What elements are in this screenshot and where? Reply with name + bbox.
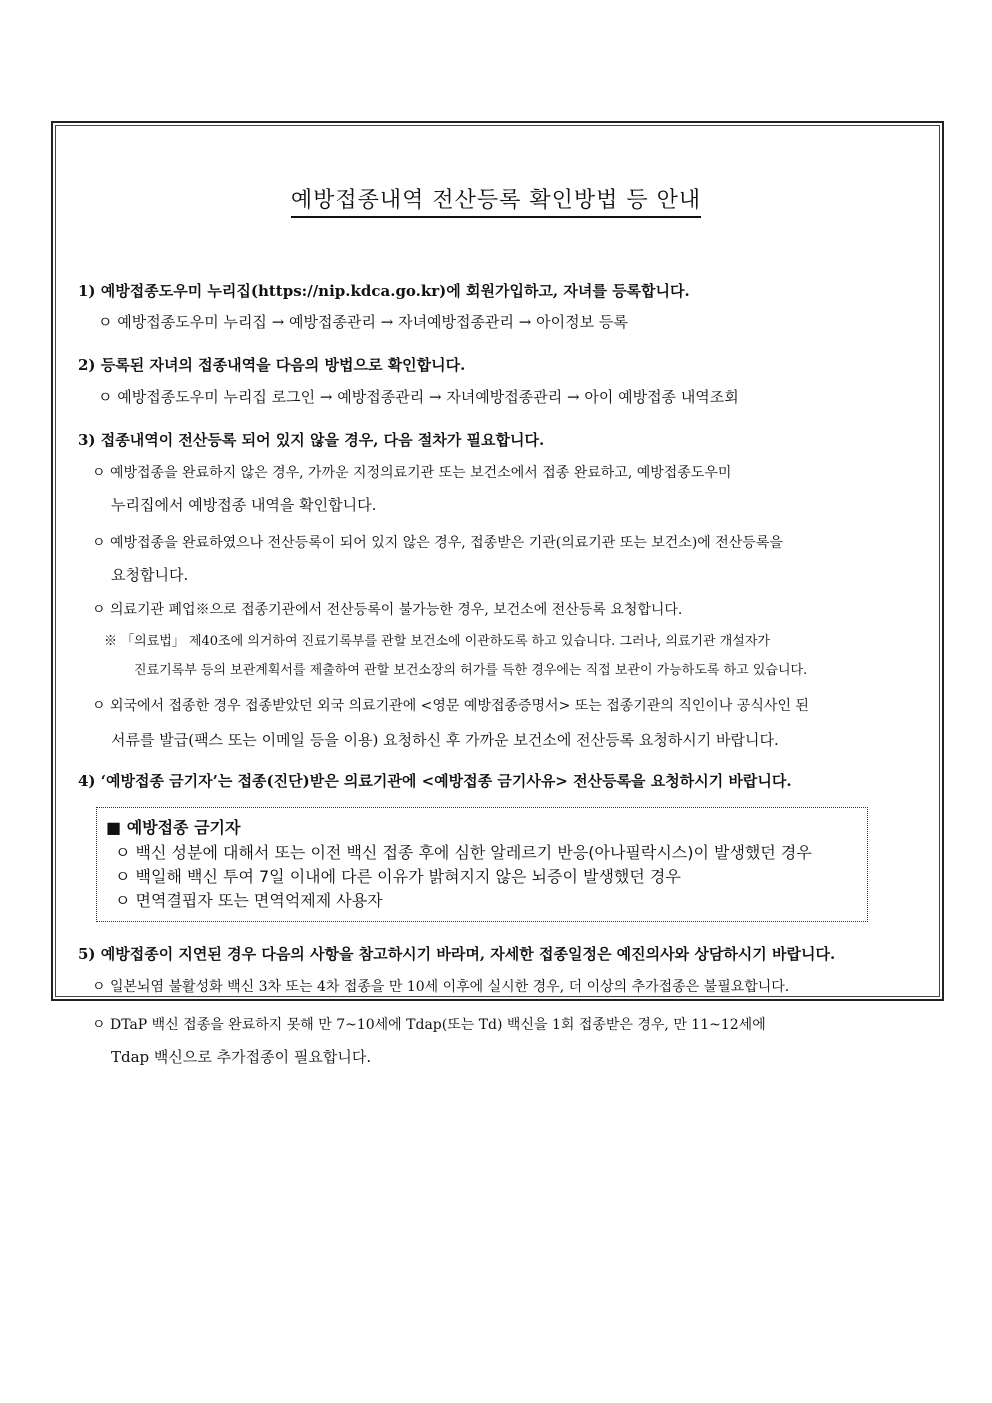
section-3-item-3: ㅇ 의료기관 폐업※으로 접종기관에서 전산등록이 불가능한 경우, 보건소에 전산등록 요청합니다. [92, 602, 683, 618]
section-3-item-2-cont: 요청합니다. [111, 566, 189, 584]
section-4-heading: 4) ‘예방접종 금기자’는 접종(진단)받은 의료기관에 <예방접종 금기사유> 전산등록을 요청하시기 바랍니다. [78, 772, 792, 790]
section-3-item-4-cont: 서류를 발급(팩스 또는 이메일 등을 이용) 요청하신 후 가까운 보건소에 전산등록 요청하시기 바랍니다. [111, 731, 779, 749]
section-2-item-1: ㅇ 예방접종도우미 누리집 로그인 → 예방접종관리 → 자녀예방접종관리 → 아이 예방접종 내역조회 [98, 388, 739, 406]
section-3-heading: 3) 접종내역이 전산등록 되어 있지 않을 경우, 다음 절차가 필요합니다. [78, 431, 545, 449]
section-3-item-2: ㅇ 예방접종을 완료하였으나 전산등록이 되어 있지 않은 경우, 접종받은 기관(의료기관 또는 보건소)에 전산등록을 [92, 535, 783, 551]
contraindication-item-2: ㅇ 백일해 백신 투여 7일 이내에 다른 이유가 밝혀지지 않은 뇌증이 발생했던 경우 [115, 867, 681, 886]
section-5-heading: 5) 예방접종이 지연된 경우 다음의 사항을 참고하시기 바라며, 자세한 접종일정은 예진의사와 상담하시기 바랍니다. [78, 945, 836, 963]
section-3-item-1: ㅇ 예방접종을 완료하지 않은 경우, 가까운 지정의료기관 또는 보건소에서 접종 완료하고, 예방접종도우미 [92, 465, 732, 481]
section-5-item-2-cont: Tdap 백신으로 추가접종이 필요합니다. [111, 1048, 372, 1066]
section-3-note: ※ 「의료법」 제40조에 의거하여 진료기록부를 관할 보건소에 이관하도록 하고 있습니다. 그러나, 의료기관 개설자가 [104, 634, 770, 649]
section-3-note-cont: 진료기록부 등의 보관계획서를 제출하여 관할 보건소장의 허가를 득한 경우에는 직접 보관이 가능하도록 하고 있습니다. [134, 663, 808, 678]
section-3-item-4: ㅇ 외국에서 접종한 경우 접종받았던 외국 의료기관에 <영문 예방접종증명서> 또는 접종기관의 직인이나 공식사인 된 [92, 698, 809, 714]
section-2-heading: 2) 등록된 자녀의 접종내역을 다음의 방법으로 확인합니다. [78, 356, 466, 374]
section-3-item-1-cont: 누리집에서 예방접종 내역을 확인합니다. [111, 496, 377, 514]
document-title [0, 183, 992, 214]
contraindication-item-1: ㅇ 백신 성분에 대해서 또는 이전 백신 접종 후에 심한 알레르기 반응(아나필락시스)이 발생했던 경우 [115, 843, 812, 862]
contraindication-box-heading: ■ 예방접종 금기자 [106, 818, 241, 837]
section-5-item-2: ㅇ DTaP 백신 접종을 완료하지 못해 만 7~10세에 Tdap(또는 Td) 백신을 1회 접종받은 경우, 만 11~12세에 [92, 1017, 766, 1033]
section-5-item-1: ㅇ 일본뇌염 불활성화 백신 3차 또는 4차 접종을 만 10세 이후에 실시한 경우, 더 이상의 추가접종은 불필요합니다. [92, 979, 790, 995]
document-title-text: 예방접종내역 전산등록 확인방법 등 안내 [291, 188, 701, 218]
section-1-item-1: ㅇ 예방접종도우미 누리집 → 예방접종관리 → 자녀예방접종관리 → 아이정보 등록 [98, 313, 628, 331]
section-1-heading: 1) 예방접종도우미 누리집(https://nip.kdca.go.kr)에 회원가입하고, 자녀를 등록합니다. [78, 282, 690, 300]
contraindication-item-3: ㅇ 면역결핍자 또는 면역억제제 사용자 [115, 891, 383, 910]
contraindication-box [96, 807, 868, 922]
